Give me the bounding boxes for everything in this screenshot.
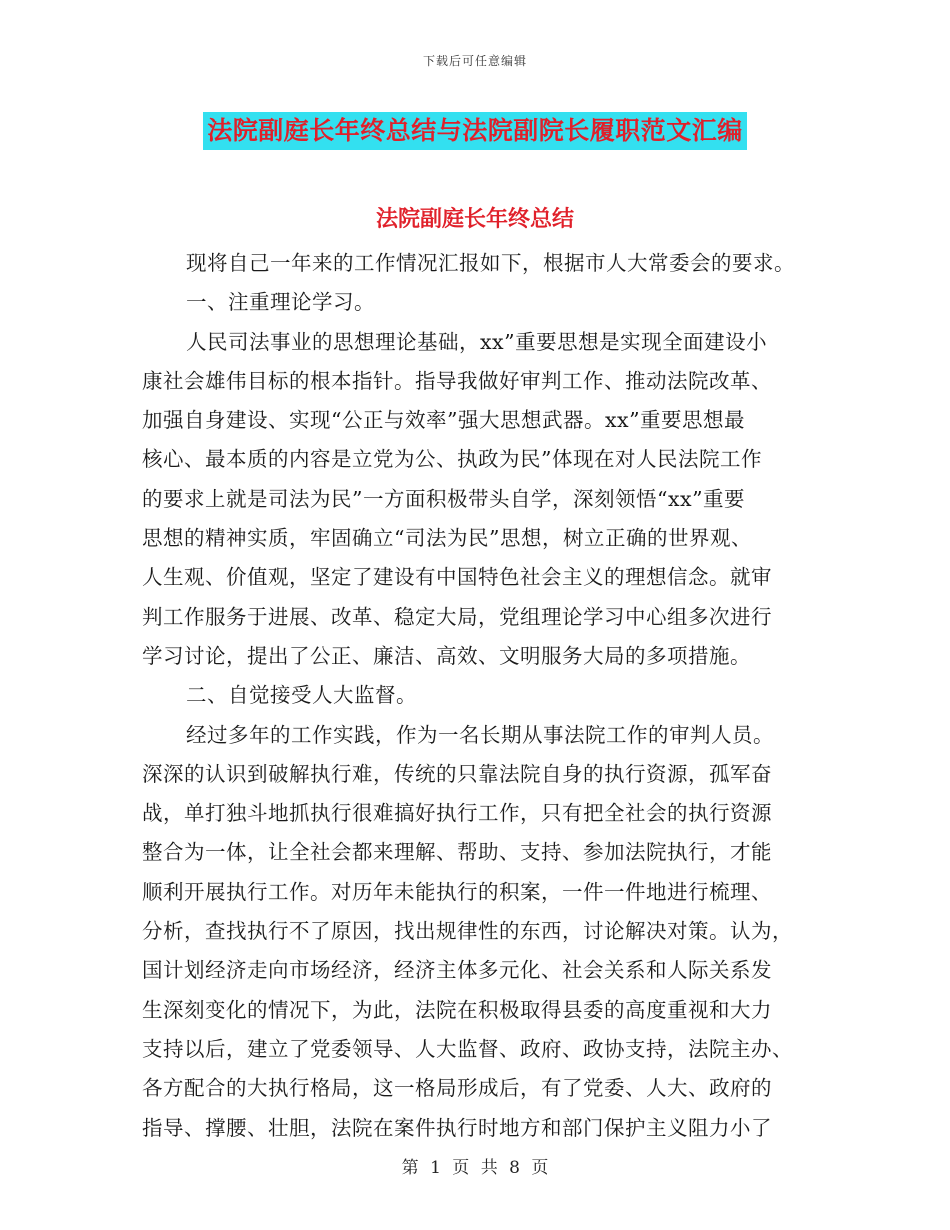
body-text-line: 的要求上就是司法为民”一方面积极带头自学，深刻领悟“xx”重要 — [142, 486, 746, 511]
body-text-line: 生深刻变化的情况下，为此，法院在积极取得县委的高度重视和大力 — [142, 997, 772, 1022]
paragraph-line — [142, 362, 812, 401]
section-title: 法院副庭长年终总结 — [375, 207, 574, 232]
paragraph-line — [142, 716, 812, 755]
body-text-line: 核心、最本质的内容是立党为公、执政为民”体现在对人民法院工作 — [142, 447, 762, 472]
body-text-line: 指导、撑腰、壮胆，法院在案件执行时地方和部门保护主义阻力小了 — [142, 1115, 772, 1140]
body-text-line: 判工作服务于进展、改革、稳定大局，党组理论学习中心组多次进行 — [142, 604, 772, 629]
document-body — [142, 244, 812, 1148]
page-number-footer: 第 1 页 共 8 页 — [401, 1158, 549, 1178]
paragraph-line — [142, 283, 812, 322]
paragraph-line — [142, 833, 812, 872]
body-text-line: 现将自己一年来的工作情况汇报如下，根据市人大常委会的要求。 — [186, 251, 795, 275]
paragraph-line — [142, 1109, 812, 1148]
paragraph-line — [142, 440, 812, 479]
body-text-line: 深深的认识到破解执行难，传统的只靠法院自身的执行资源，孤军奋 — [142, 761, 772, 786]
body-text-line: 战，单打独斗地抓执行很难搞好执行工作，只有把全社会的执行资源 — [142, 801, 772, 826]
paragraph-line — [142, 991, 812, 1030]
body-text-line: 加强自身建设、实现“公正与效率”强大思想武器。xx”重要思想最 — [142, 408, 746, 433]
body-text-line: 各方配合的大执行格局，这一格局形成后，有了党委、人大、政府的 — [142, 1076, 772, 1101]
paragraph-line — [142, 1030, 812, 1069]
body-text-line: 支持以后，建立了党委领导、人大监督、政府、政协支持，法院主办、 — [142, 1036, 793, 1061]
paragraph-line — [142, 598, 812, 637]
body-text-line: 康社会雄伟目标的根本指针。指导我做好审判工作、推动法院改革、 — [142, 368, 772, 393]
paragraph-line — [142, 794, 812, 833]
paragraph-line — [142, 637, 812, 676]
body-text-line: 人生观、价值观，坚定了建设有中国特色社会主义的理想信念。就审 — [142, 565, 772, 590]
document-title: 法院副庭长年终总结与法院副院长履职范文汇编 — [203, 112, 747, 150]
paragraph-line — [142, 480, 812, 519]
paragraph-line — [142, 676, 812, 715]
body-text-line: 学习讨论，提出了公正、廉洁、高效、文明服务大局的多项措施。 — [142, 643, 751, 668]
paragraph-line — [142, 951, 812, 990]
page-header-note: 下载后可任意编辑 — [422, 54, 527, 68]
body-text-line: 二、自觉接受人大监督。 — [186, 683, 417, 708]
body-text-line: 一、注重理论学习。 — [186, 290, 375, 315]
body-text-line: 思想的精神实质，牢固确立“司法为民”思想，树立正确的世界观、 — [142, 526, 752, 551]
paragraph-line — [142, 519, 812, 558]
body-text-line: 整合为一体，让全社会都来理解、帮助、支持、参加法院执行，才能 — [142, 840, 772, 865]
paragraph-line — [142, 1069, 812, 1108]
paragraph-line — [142, 401, 812, 440]
document-title-wrapper — [0, 112, 950, 150]
body-text-line: 人民司法事业的思想理论基础，xx”重要思想是实现全面建设小 — [186, 329, 768, 354]
paragraph-line — [142, 873, 812, 912]
body-text-line: 国计划经济走向市场经济，经济主体多元化、社会关系和人际关系发 — [142, 958, 772, 983]
paragraph-line — [142, 558, 812, 597]
paragraph-line — [142, 755, 812, 794]
body-text-line: 经过多年的工作实践，作为一名长期从事法院工作的审判人员。 — [186, 722, 774, 747]
body-text-line: 顺利开展执行工作。对历年未能执行的积案，一件一件地进行梳理、 — [142, 879, 772, 904]
body-text-line: 分析，查找执行不了原因，找出规律性的东西，讨论解决对策。认为， — [142, 919, 793, 944]
paragraph-line — [142, 912, 812, 951]
paragraph-line — [142, 323, 812, 362]
paragraph-line — [142, 244, 812, 283]
